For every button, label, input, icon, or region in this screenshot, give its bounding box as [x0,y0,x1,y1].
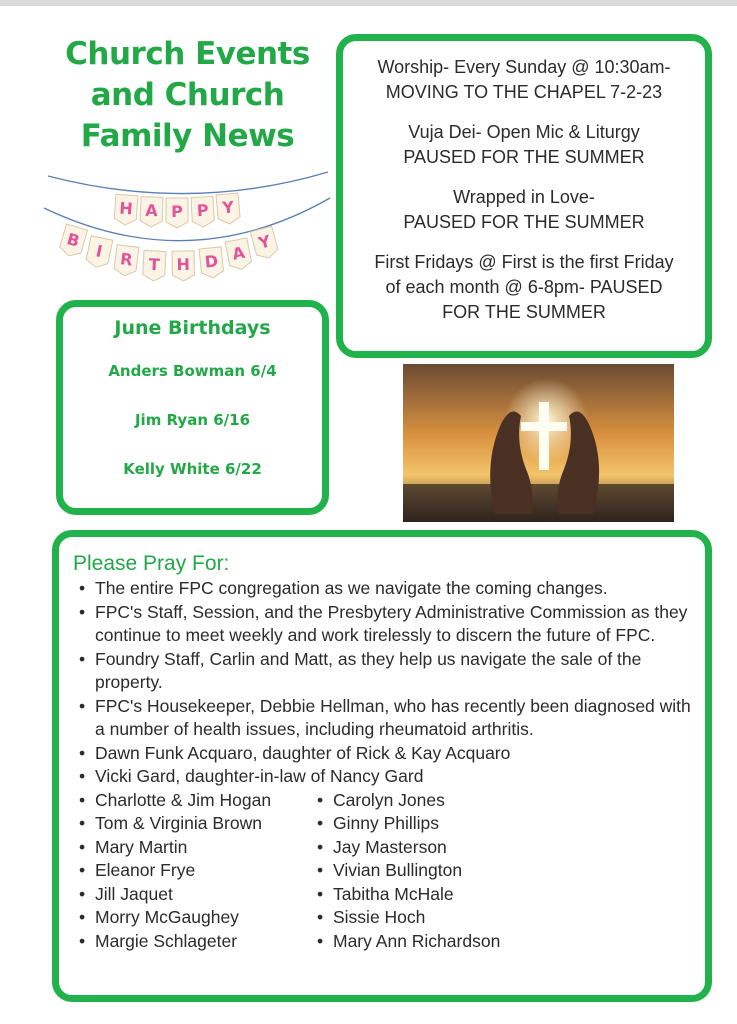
event-line: MOVING TO THE CHAPEL 7-2-23 [385,82,663,102]
banner-flag [191,196,215,227]
banner-letter: T [148,254,161,275]
event-line: of each month @ 6-8pm- PAUSED [385,277,663,297]
banner-letter: A [145,200,159,221]
banner-letter: B [64,229,82,251]
event-item [343,55,705,105]
event-line: Wrapped in Love- [453,187,595,207]
praying-hands-cross-image [403,364,674,522]
prayer-item: • Eleanor Frye [95,859,297,883]
page-title [50,34,325,157]
banner-flag [166,198,188,228]
prayer-item: • Foundry Staff, Carlin and Matt, as they help us navigate the sale of the property. [95,648,705,695]
prayer-item: • The entire FPC congregation as we navigate the coming changes. [95,577,705,601]
prayer-item: • FPC's Staff, Session, and the Presbytery Administrative Commission as they continue to meet weekly and work tirelessly to discern the future of FPC. [95,601,705,648]
prayer-item: • Tabitha McHale [333,883,597,907]
banner-letter: D [203,251,220,272]
prayer-list-box [52,530,712,1002]
prayer-item: • FPC's Housekeeper, Debbie Hellman, who has recently been diagnosed with a number of health issues, including rheumatoid arthritis. [95,695,705,742]
prayer-item: • Charlotte & Jim Hogan [95,789,297,813]
prayer-item: • Vicki Gard, daughter-in-law of Nancy Gard [95,765,705,789]
prayer-item: • Tom & Virginia Brown [95,812,297,836]
banner-flag [216,193,241,225]
banner-flag [199,247,224,279]
banner-flag [250,226,279,261]
prayer-item: • Jill Jaquet [95,883,297,907]
event-line: Worship- Every Sunday @ 10:30am- [377,57,671,77]
prayer-item: • Margie Schlageter [95,930,297,954]
prayer-item: • Sissie Hoch [333,906,597,930]
banner-letter: H [118,198,134,219]
birthday-item: Kelly White 6/22 [123,460,262,478]
banner-flag [172,251,195,281]
birthday-item: Jim Ryan 6/16 [134,411,251,429]
banner-flag [225,238,252,272]
birthdays-box [56,300,329,515]
prayer-item: • Mary Martin [95,836,297,860]
banner-letter: I [94,241,105,262]
event-line: Vuja Dei- Open Mic & Liturgy [408,122,640,142]
banner-flag [114,194,138,225]
banner-letter: P [171,202,183,221]
banner-letter: R [119,249,134,270]
banner-letter: Y [221,197,235,218]
prayer-item: • Carolyn Jones [333,789,597,813]
event-line: FOR THE SUMMER [442,302,606,322]
banner-letter: H [176,254,191,275]
event-line: First Fridays @ First is the first Friday [374,252,674,272]
event-item [343,120,705,170]
banner-letter: A [230,242,247,264]
event-line: PAUSED FOR THE SUMMER [403,147,645,167]
prayer-title: Please Pray For: [73,552,230,575]
title-line: and Church [90,77,285,113]
title-line: Family News [80,118,295,154]
banner-flag [140,197,163,228]
events-box [336,34,712,358]
banner-flag [113,245,138,277]
prayer-item: • Ginny Phillips [333,812,597,836]
top-bar [0,0,737,6]
prayer-item: • Dawn Funk Acquaro, daughter of Rick & Kay Acquaro [95,742,705,766]
event-item [343,185,705,235]
prayer-item: • Mary Ann Richardson [333,930,597,954]
birthdays-title: June Birthdays [114,317,271,339]
happy-birthday-banner [40,168,335,288]
prayer-item: • Jay Masterson [333,836,597,860]
birthday-item: Anders Bowman 6/4 [108,362,277,380]
banner-letter: P [196,200,210,221]
banner-letter: Y [256,231,273,253]
prayer-item: • Morry McGaughey [95,906,297,930]
event-item [343,250,705,325]
title-line: Church Events [65,36,310,72]
banner-flag [85,236,113,270]
banner-flag [58,224,87,259]
event-line: PAUSED FOR THE SUMMER [403,212,645,232]
banner-flag [142,250,166,281]
prayer-item: • Vivian Bullington [333,859,597,883]
